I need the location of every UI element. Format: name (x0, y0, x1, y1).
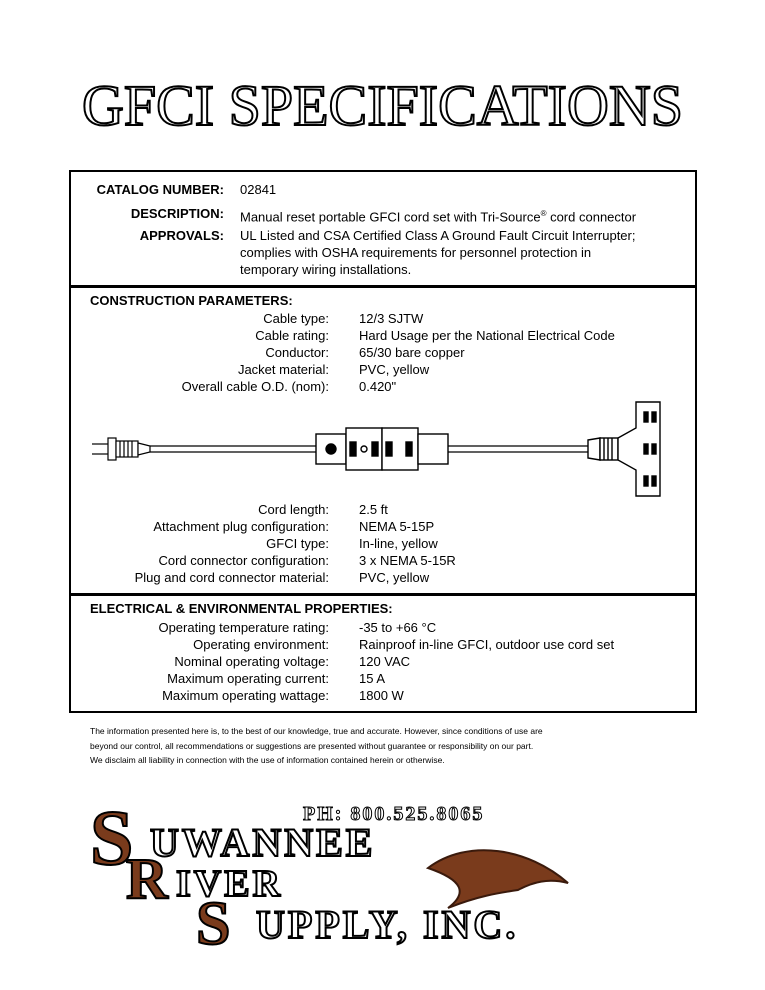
disclaimer (90, 724, 650, 768)
param-value: PVC, yellow (359, 362, 430, 377)
param-value: Rainproof in-line GFCI, outdoor use cord set (359, 637, 615, 652)
logo-line1: UWANNEE (150, 820, 376, 865)
param-value: 120 VAC (359, 654, 411, 669)
param-value: -35 to +66 °C (359, 620, 437, 635)
param-label: Nominal operating voltage: (174, 654, 329, 669)
logo-initial-r: R (126, 846, 168, 911)
param-value: 12/3 SJTW (359, 311, 424, 326)
param-value: 3 x NEMA 5-15R (359, 553, 456, 568)
disclaimer-line: The information presented here is, to the best of our knowledge, true and accurate. However, since conditions of use are (90, 726, 543, 736)
approvals-line: complies with OSHA requirements for personnel protection in (240, 245, 592, 260)
approvals-line: UL Listed and CSA Certified Class A Ground Fault Circuit Interrupter; (240, 228, 636, 243)
cord-connector (588, 402, 660, 496)
param-label: Plug and cord connector material: (134, 570, 329, 585)
approvals-label: APPROVALS: (139, 228, 224, 243)
logo-phone: PH: 800.525.8065 (303, 803, 485, 825)
description-text: Manual reset portable GFCI cord set with Tri-Source (240, 209, 541, 225)
param-label: Overall cable O.D. (nom): (181, 379, 329, 394)
param-label: Cable rating: (255, 328, 329, 343)
description-value (240, 205, 636, 225)
logo-initial-s2: S (196, 890, 231, 948)
catalog-number-value: 02841 (240, 182, 277, 197)
param-label: Conductor: (265, 345, 329, 360)
cord-line-left (150, 446, 316, 452)
param-label: Maximum operating wattage: (162, 688, 329, 703)
param-value: NEMA 5-15P (359, 519, 435, 534)
param-value: 65/30 bare copper (359, 345, 465, 360)
cord-diagram (88, 398, 668, 498)
logo-initial-s1: S (90, 798, 134, 881)
param-label: Jacket material: (237, 362, 329, 377)
param-label: GFCI type: (266, 536, 329, 551)
param-value: 2.5 ft (359, 502, 388, 517)
param-value: 15 A (359, 671, 386, 686)
param-value: Hard Usage per the National Electrical Code (359, 328, 615, 343)
logo-swoosh (428, 850, 568, 908)
gfci-module (316, 428, 448, 470)
registered-mark: ® (540, 209, 547, 218)
catalog-number-label: CATALOG NUMBER: (96, 182, 224, 197)
company-logo (88, 798, 668, 948)
param-label: Cable type: (263, 311, 329, 326)
disclaimer-line: beyond our control, all recommendations or suggestions are presented without guarantee or responsibility on our part. (90, 740, 534, 751)
electrical-heading: ELECTRICAL & ENVIRONMENTAL PROPERTIES: (90, 601, 393, 616)
logo-line2: IVER (176, 863, 284, 905)
cord-line-right (448, 446, 588, 452)
param-value: 1800 W (359, 688, 404, 703)
description-label: DESCRIPTION: (130, 206, 224, 221)
param-label: Cord connector configuration: (158, 553, 329, 568)
param-label: Attachment plug configuration: (153, 519, 329, 534)
construction-heading: CONSTRUCTION PARAMETERS: (90, 293, 293, 308)
approvals-line: temporary wiring installations. (240, 262, 412, 277)
param-value: 0.420" (359, 379, 397, 394)
description-text-end: cord connector (546, 209, 637, 225)
param-value: In-line, yellow (359, 536, 438, 551)
param-label: Operating environment: (193, 637, 329, 652)
param-value: PVC, yellow (359, 570, 430, 585)
page-title: GFCI SPECIFICATIONS (81, 73, 684, 138)
param-label: Cord length: (258, 502, 329, 517)
param-label: Operating temperature rating: (158, 620, 329, 635)
param-label: Maximum operating current: (167, 671, 329, 686)
attachment-plug (92, 438, 150, 460)
logo-line3: UPPLY, INC. (256, 902, 519, 947)
disclaimer-line: We disclaim all liability in connection with the use of information contained herein or otherwise. (90, 755, 445, 765)
